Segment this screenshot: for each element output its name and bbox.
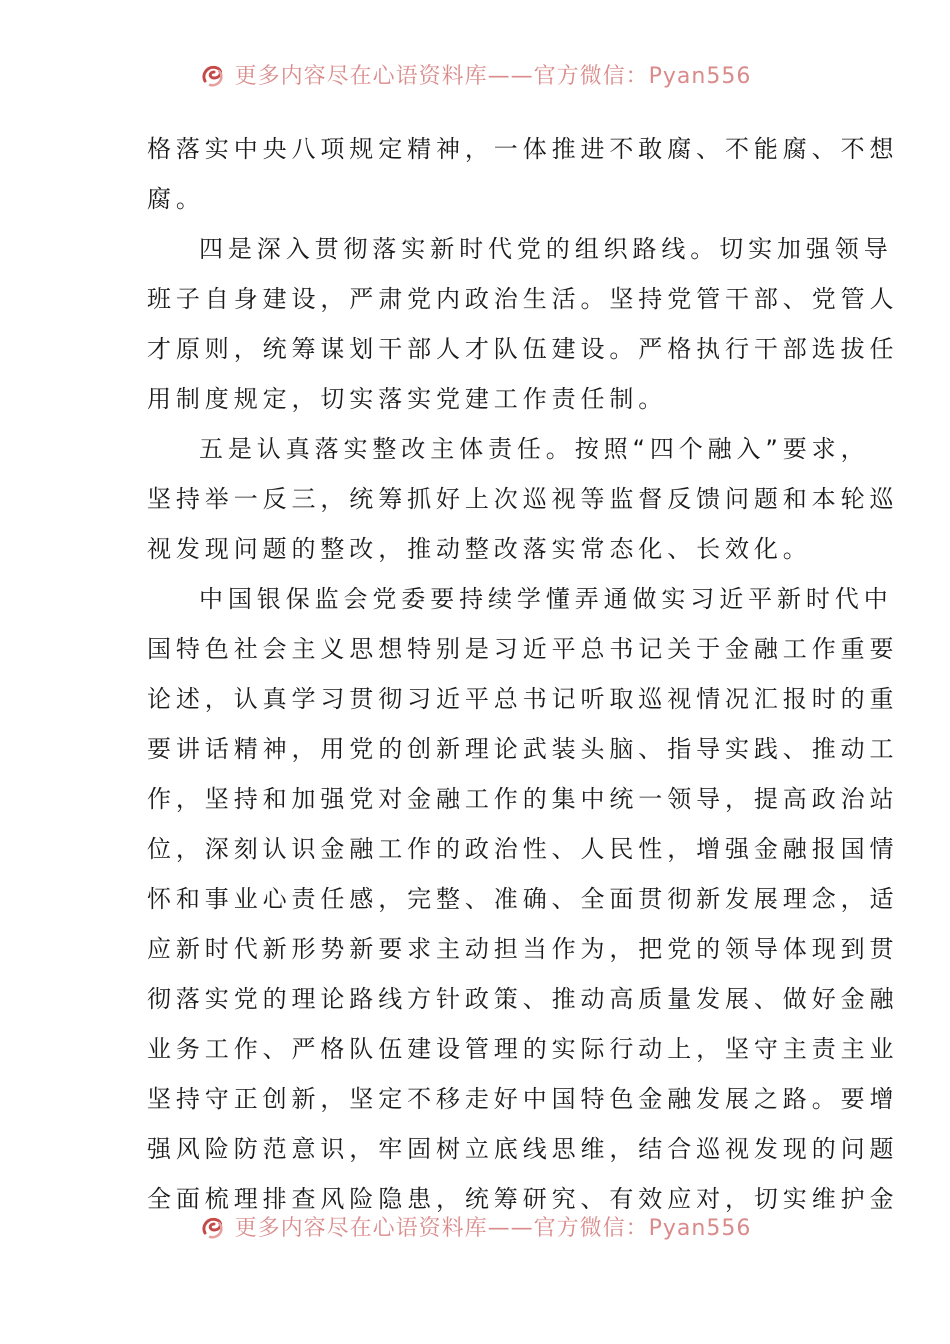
- text-line: 位，深刻认识金融工作的政治性、人民性，增强金融报国情: [147, 835, 899, 863]
- text-line: 业务工作、严格队伍建设管理的实际行动上，坚守主责主业: [147, 1035, 899, 1063]
- text-line: 应新时代新形势新要求主动担当作为，把党的领导体现到贯: [147, 935, 899, 963]
- text-line: 用制度规定，切实落实党建工作责任制。: [147, 385, 668, 413]
- text-line: 彻落实党的理论路线方针政策、推动高质量发展、做好金融: [147, 985, 899, 1013]
- text-line: 论述，认真学习贯彻习近平总书记听取巡视情况汇报时的重: [147, 685, 899, 713]
- footer-watermark-banner: [0, 1196, 950, 1241]
- text-line: 要讲话精神，用党的创新理论武装头脑、指导实践、推动工: [147, 735, 899, 763]
- text-line: 中国银保监会党委要持续学懂弄通做实习近平新时代中: [199, 585, 893, 613]
- text-line: 腐。: [147, 185, 205, 213]
- brand-swirl-icon: [199, 61, 227, 89]
- text-line: 强风险防范意识，牢固树立底线思维，结合巡视发现的问题: [147, 1135, 899, 1163]
- text-line: 五是认真落实整改主体责任。按照“四个融入”要求，: [199, 435, 870, 463]
- header-watermark-banner: [0, 44, 950, 89]
- text-line: 才原则，统筹谋划干部人才队伍建设。严格执行干部选拔任: [147, 335, 899, 363]
- text-line: 怀和事业心责任感，完整、准确、全面贯彻新发展理念，适: [147, 885, 899, 913]
- text-line: 国特色社会主义思想特别是习近平总书记关于金融工作重要: [147, 635, 899, 663]
- text-line: 四是深入贯彻落实新时代党的组织路线。切实加强领导: [199, 235, 893, 263]
- text-line: 视发现问题的整改，推动整改落实常态化、长效化。: [147, 535, 812, 563]
- text-line: 格落实中央八项规定精神，一体推进不敢腐、不能腐、不想: [147, 135, 899, 163]
- watermark-text: 更多内容尽在心语资料库——官方微信：Pyan556: [234, 64, 752, 89]
- brand-swirl-icon: [199, 1213, 227, 1241]
- watermark-text: 更多内容尽在心语资料库——官方微信：Pyan556: [234, 1216, 752, 1241]
- text-line: 作，坚持和加强党对金融工作的集中统一领导，提高政治站: [147, 785, 899, 813]
- text-line: 班子自身建设，严肃党内政治生活。坚持党管干部、党管人: [147, 285, 899, 313]
- text-line: 坚持守正创新，坚定不移走好中国特色金融发展之路。要增: [147, 1085, 899, 1113]
- text-line: 全面梳理排查风险隐患，统筹研究、有效应对，切实维护金: [147, 1185, 899, 1213]
- document-body: [147, 124, 899, 1224]
- text-line: 坚持举一反三，统筹抓好上次巡视等监督反馈问题和本轮巡: [147, 485, 899, 513]
